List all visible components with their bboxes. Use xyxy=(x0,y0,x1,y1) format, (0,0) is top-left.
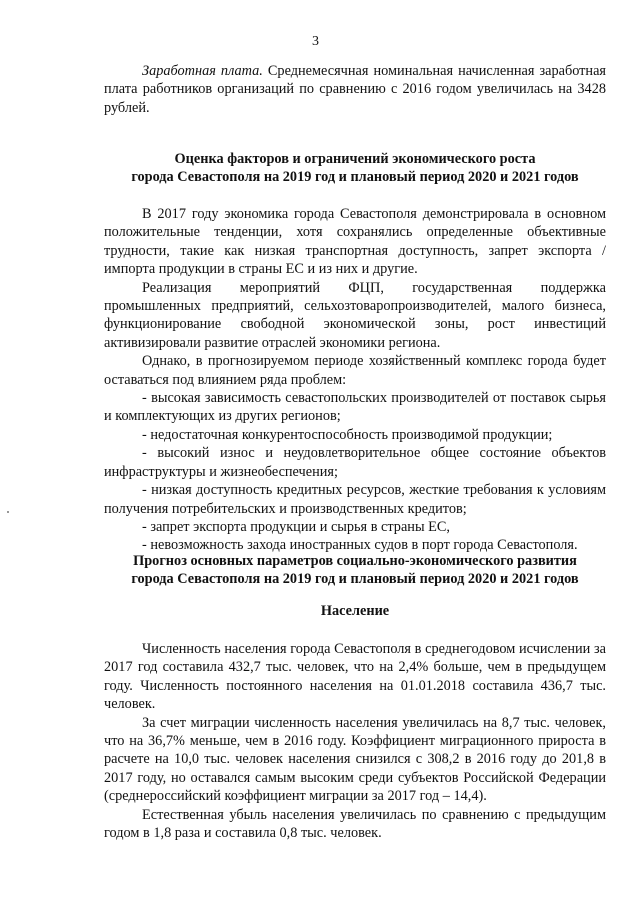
section1-title-line2: города Севастополя на 2019 год и плановый период 2020 и 2021 годов xyxy=(131,169,579,186)
salary-text: Среднемесячная номинальная начисленная заработная плата работников организаций по сравнению с 2016 годом увеличилась на 3428 рублей. xyxy=(104,63,606,116)
section2-title-line1: Прогноз основных параметров социально-экономического развития xyxy=(133,553,577,569)
section1-title-line1: Оценка факторов и ограничений экономического роста xyxy=(174,151,536,167)
salary-paragraph xyxy=(104,62,606,117)
section2-heading xyxy=(104,552,606,589)
problem-item-5: - запрет экспорта продукции и сырья в страны ЕС, xyxy=(142,518,450,535)
section1-paragraph-2: Реализация мероприятий ФЦП, государственная поддержка промышленных предприятий, сельхозтоваропроизводителей, малого бизнеса, функционирование свободной экономической зоны, рост инвестиций активизировали развитие отраслей экономики региона. xyxy=(104,279,606,351)
population-paragraph-1: Численность населения города Севастополя в среднегодовом исчислении за 2017 год составила 432,7 тыс. человек, что на 2,4% больше, чем в предыдущем году. Численность постоянного населения на 01.01.2018 составила 436,7 тыс. человек. xyxy=(104,641,606,713)
population-paragraph-2: За счет миграции численность населения увеличилась на 8,7 тыс. человек, что на 36,7% меньше, чем в 2016 году. Коэффициент миграционного прироста в расчете на 10,0 тыс. человек населения снизился с 308,2 в 2016 году до 201,8 в 2017 году, но оставался самым высоким среди субъектов Российской Федерации (среднероссийский коэффициент миграции за 2017 год – 14,4). xyxy=(104,714,606,805)
section1-paragraph-3: Однако, в прогнозируемом периоде хозяйственный комплекс города будет оставаться под влиянием ряда проблем: xyxy=(104,353,606,388)
scan-speck xyxy=(7,511,9,513)
problem-item-4: - низкая доступность кредитных ресурсов, жесткие требования к условиям получения потребительских и производственных кредитов; xyxy=(104,482,606,517)
section1-heading xyxy=(104,150,606,187)
section2-body xyxy=(104,640,606,842)
problem-item-1: - высокая зависимость севастопольских производителей от поставок сырья и комплектующих из других регионов; xyxy=(104,390,606,425)
section1-paragraph-1: В 2017 году экономика города Севастополя демонстрировала в основном положительные тенденции, хотя сохранялись определенные объективные трудности, такие как низкая транспортная доступность, запрет экспорта / импорта продукции в страны ЕС и из них и другие. xyxy=(104,206,606,278)
section2-title-line2: города Севастополя на 2019 год и плановый период 2020 и 2021 годов xyxy=(131,571,579,588)
salary-paragraph-block xyxy=(104,62,606,117)
section1-body xyxy=(104,205,606,555)
salary-lead: Заработная плата. xyxy=(142,63,263,79)
problem-item-2: - недостаточная конкурентоспособность производимой продукции; xyxy=(142,426,553,443)
population-paragraph-3: Естественная убыль населения увеличилась по сравнению с предыдущим годом в 1,8 раза и составила 0,8 тыс. человек. xyxy=(104,806,606,842)
problem-item-3: - высокий износ и неудовлетворительное общее состояние объектов инфраструктуры и жизнеобеспечения; xyxy=(104,445,606,480)
page-number: 3 xyxy=(312,34,319,49)
problem-item-6: - невозможность захода иностранных судов в порт города Севастополя. xyxy=(142,537,578,554)
population-subtitle: Население xyxy=(320,603,390,619)
